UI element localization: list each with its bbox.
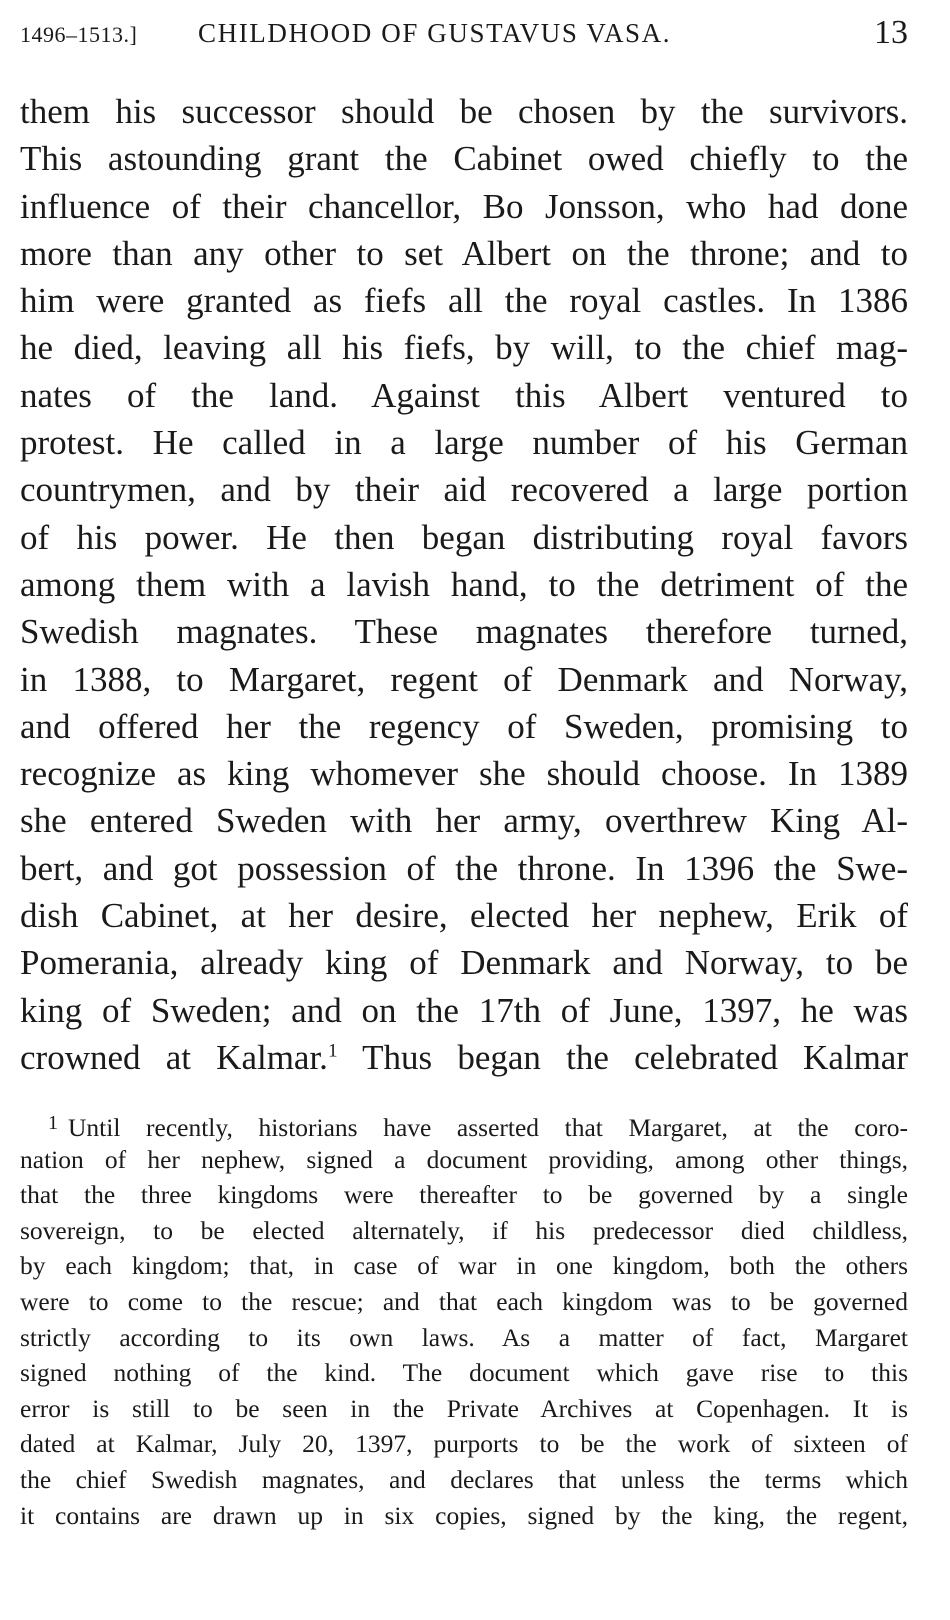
footnote-line: that the three kingdoms were thereafter to be governed by a single bbox=[20, 1180, 908, 1210]
body-text bbox=[20, 88, 908, 1081]
footnote-line bbox=[20, 1106, 908, 1142]
footnote-line: signed nothing of the kind. The document which gave rise to this bbox=[20, 1358, 908, 1388]
footnote-line: were to come to the rescue; and that each kingdom was to be governed bbox=[20, 1286, 908, 1316]
footnote-line: nation of her nephew, signed a document providing, among other things, bbox=[20, 1144, 908, 1174]
body-line: Pomerania, already king of Denmark and Norway, to be bbox=[20, 943, 908, 983]
footnote-text: Until recently, historians have asserted that Margaret, at the coro- bbox=[68, 1113, 908, 1142]
body-line: protest. He called in a large number of his German bbox=[20, 423, 908, 463]
body-line: she entered Sweden with her army, overthrew King Al- bbox=[20, 801, 908, 841]
running-head bbox=[20, 14, 908, 54]
body-line: he died, leaving all his fiefs, by will, to the chief mag- bbox=[20, 328, 908, 368]
footnote-marker: 1 bbox=[48, 1112, 58, 1134]
running-head-date-range: 1496–1513.] bbox=[20, 22, 138, 47]
body-line: more than any other to set Albert on the throne; and to bbox=[20, 233, 908, 273]
footnote-line: error is still to be seen in the Private Archives at Copenhagen. It is bbox=[20, 1393, 908, 1423]
page-number: 13 bbox=[874, 14, 908, 51]
footnote-reference[interactable]: 1 bbox=[327, 1040, 338, 1062]
body-line: of his power. He then began distributing royal favors bbox=[20, 517, 908, 557]
footnote-line: strictly according to its own laws. As a matter of fact, Margaret bbox=[20, 1322, 908, 1352]
body-line: in 1388, to Margaret, regent of Denmark and Norway, bbox=[20, 659, 908, 699]
footnote-line: the chief Swedish magnates, and declares that unless the terms which bbox=[20, 1464, 908, 1494]
body-line: king of Sweden; and on the 17th of June, 1397, he was bbox=[20, 990, 908, 1030]
body-line: bert, and got possession of the throne. In 1396 the Swe- bbox=[20, 848, 908, 888]
body-line-text: crowned at Kalmar. bbox=[20, 1037, 328, 1077]
footnote-line: it contains are drawn up in six copies, signed by the king, the regent, bbox=[20, 1500, 908, 1530]
body-line-text: Thus began the celebrated Kalmar bbox=[337, 1037, 908, 1077]
body-line: him were granted as fiefs all the royal castles. In 1386 bbox=[20, 281, 908, 321]
running-head-title: CHILDHOOD OF GUSTAVUS VASA. bbox=[198, 18, 672, 48]
body-line: This astounding grant the Cabinet owed chiefly to the bbox=[20, 139, 908, 179]
body-line: Swedish magnates. These magnates therefore turned, bbox=[20, 612, 908, 652]
body-line: nates of the land. Against this Albert ventured to bbox=[20, 375, 908, 415]
footnote bbox=[20, 1106, 908, 1533]
body-line: and offered her the regency of Sweden, promising to bbox=[20, 706, 908, 746]
body-line: them his successor should be chosen by the survivors. bbox=[20, 92, 908, 131]
body-line: among them with a lavish hand, to the detriment of the bbox=[20, 564, 908, 604]
footnote-line: by each kingdom; that, in case of war in one kingdom, both the others bbox=[20, 1251, 908, 1281]
body-line: dish Cabinet, at her desire, elected her nephew, Erik of bbox=[20, 896, 908, 936]
body-line-last bbox=[20, 1034, 908, 1081]
footnote-line: dated at Kalmar, July 20, 1397, purports to be the work of sixteen of bbox=[20, 1429, 908, 1459]
body-line: countrymen, and by their aid recovered a large portion bbox=[20, 470, 908, 510]
body-line: influence of their chancellor, Bo Jonsson, who had done bbox=[20, 186, 908, 226]
body-line: recognize as king whomever she should choose. In 1389 bbox=[20, 754, 908, 794]
footnote-line: sovereign, to be elected alternately, if his predecessor died childless, bbox=[20, 1215, 908, 1245]
